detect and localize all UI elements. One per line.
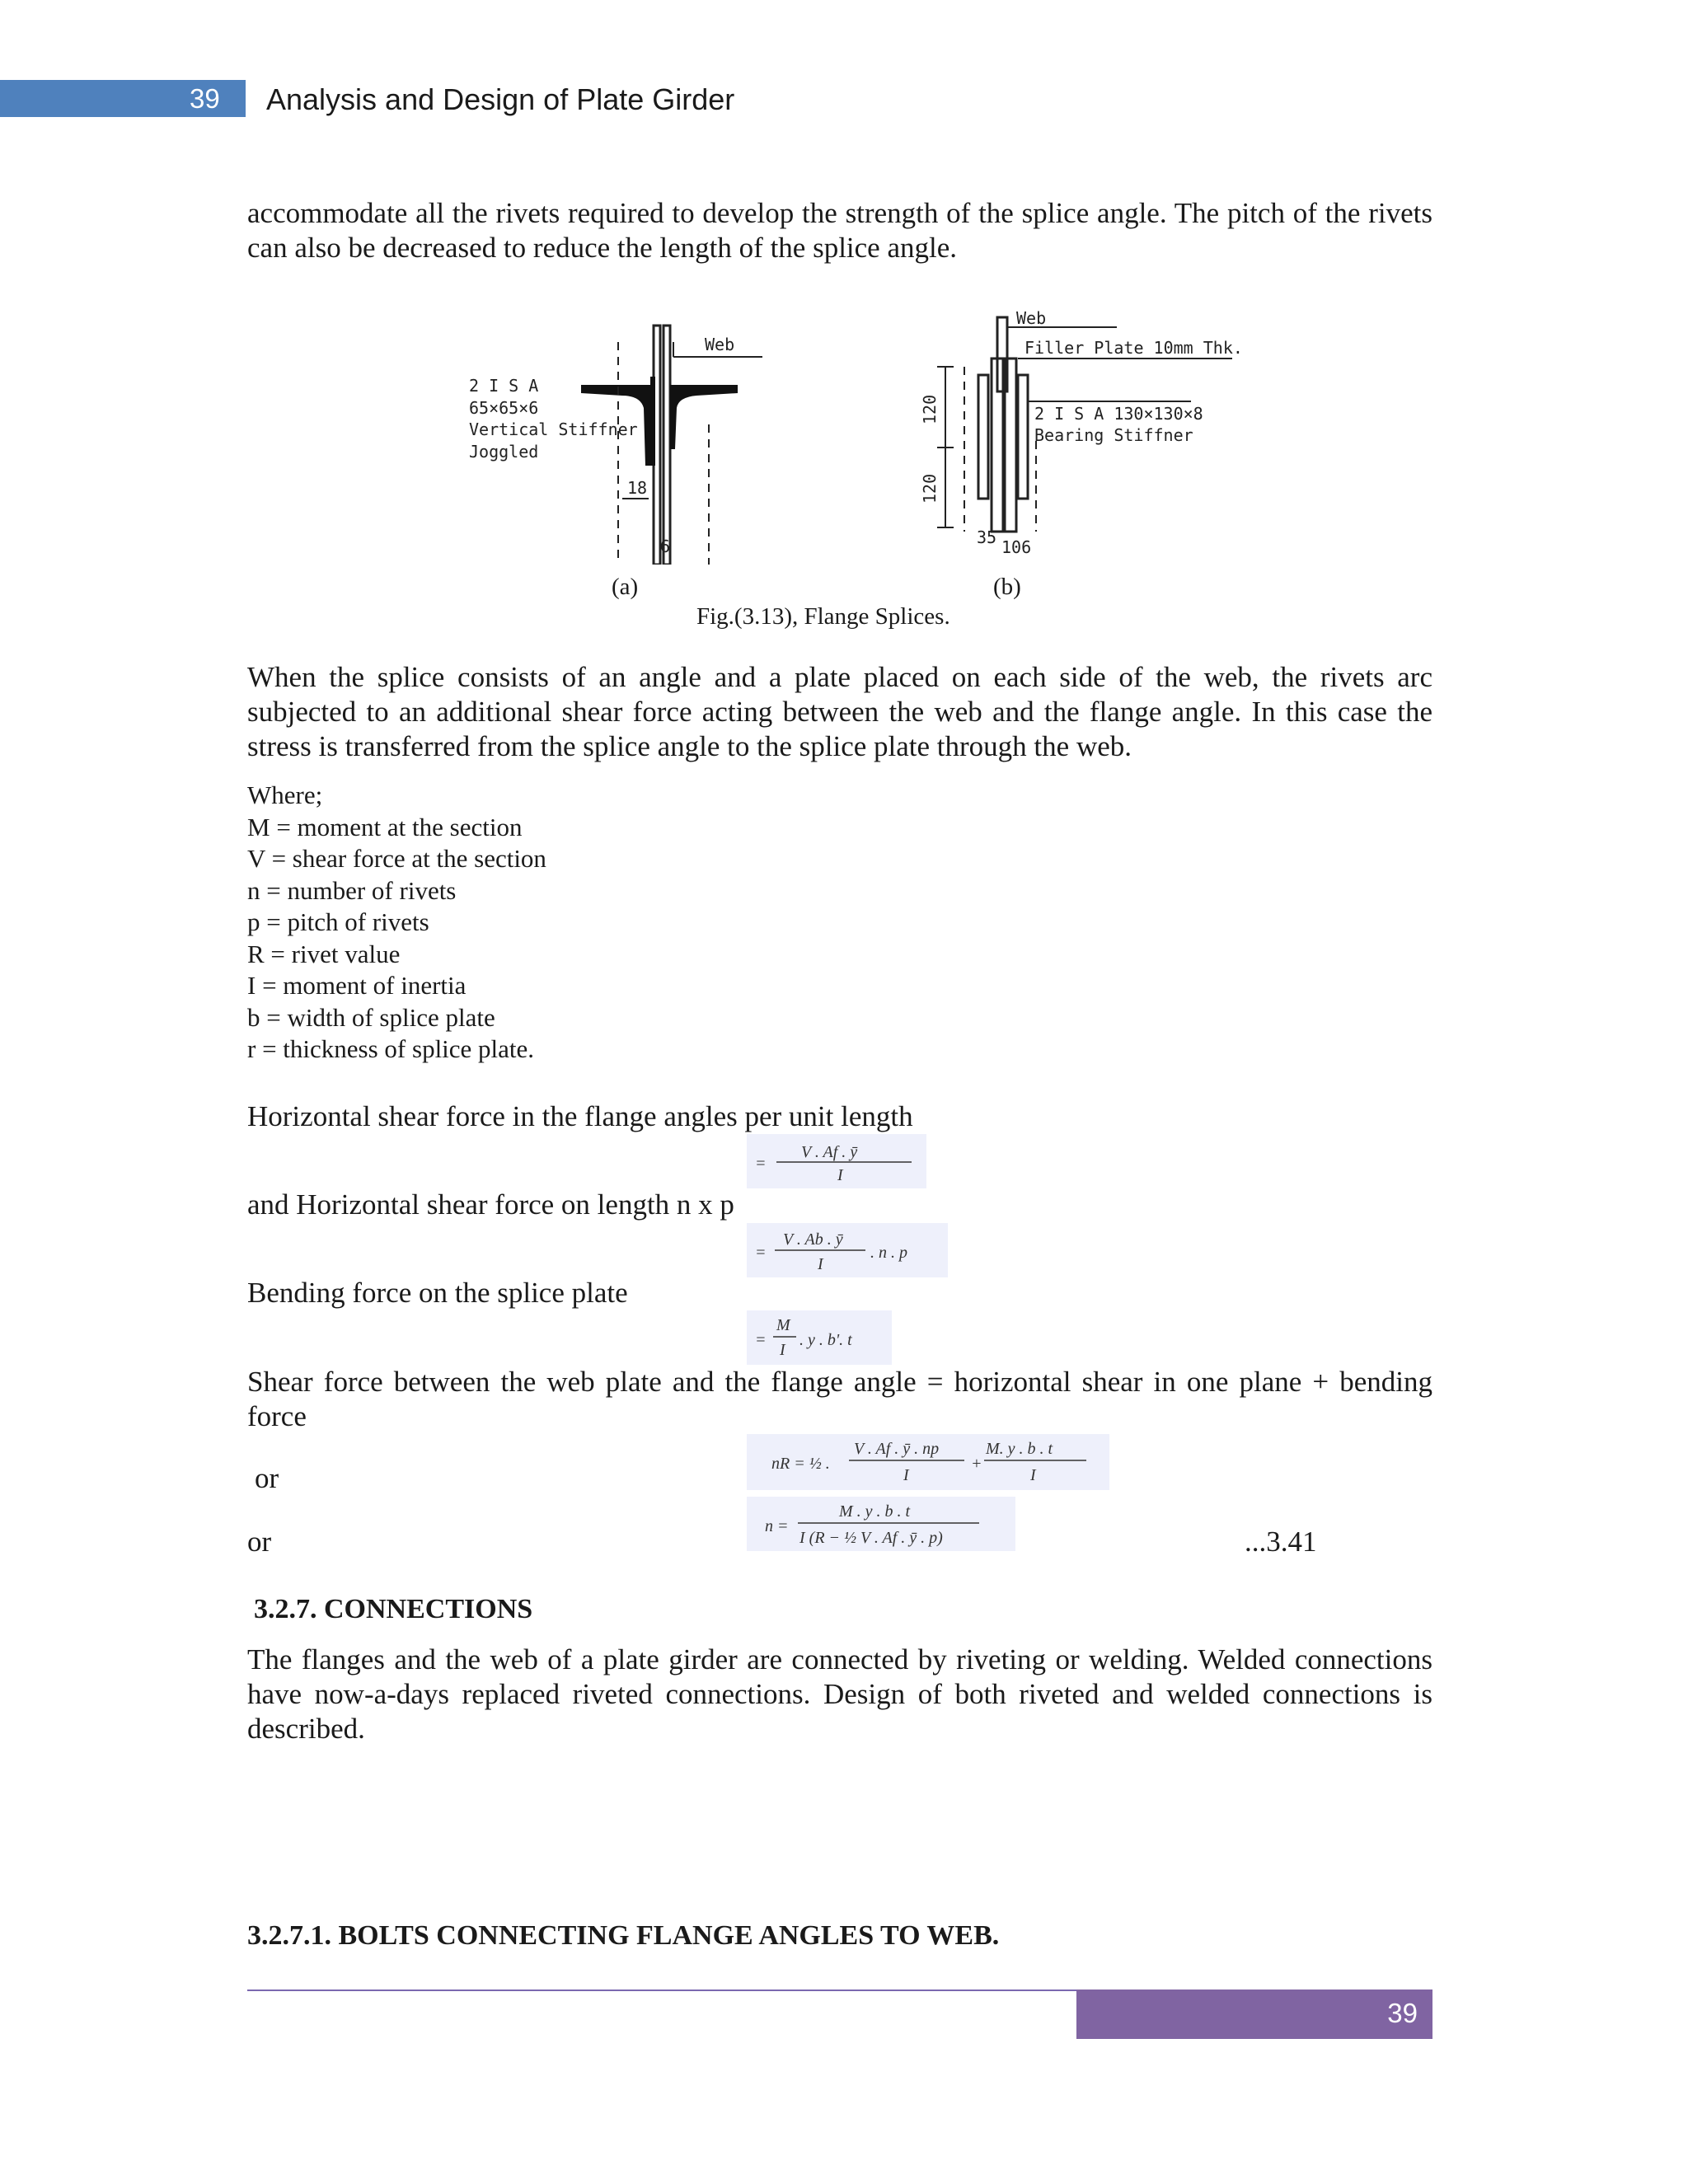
fig-b-label-line1: 2 I S A 130×130×8	[1034, 404, 1203, 424]
svg-text:=: =	[755, 1331, 767, 1349]
eq4-denominator-1: I	[903, 1466, 909, 1484]
fig-a-label-line1: 2 I S A	[469, 376, 539, 396]
list-item: b = width of splice plate	[247, 1002, 495, 1032]
fig-a-dim-6: 6	[660, 537, 671, 556]
eq3-tail: . y . b'. t	[799, 1331, 852, 1349]
or-label-1: or	[255, 1462, 279, 1494]
where-title: Where;	[247, 780, 323, 809]
eq4-numerator-1: V . Af . ȳ . np	[854, 1440, 940, 1458]
eq2-tail: . n . p	[870, 1244, 907, 1262]
figure-a	[457, 317, 787, 565]
paragraph-splice: When the splice consists of an angle and a plate placed on each side of the web, the rivets arc subjected to an additional shear force acting between the web and the flange angle. In this case the stress is transferred from the splice angle to the splice plate through the web.	[247, 661, 1432, 762]
list-item: I = moment of inertia	[247, 971, 467, 1000]
or-label-2: or	[247, 1526, 272, 1558]
list-item: M = moment at the section	[247, 812, 523, 841]
figure-b-label: (b)	[993, 574, 1021, 600]
list-item: r = thickness of splice plate.	[247, 1034, 535, 1063]
equation-3	[747, 1310, 892, 1365]
eq3-denominator: I	[780, 1341, 785, 1359]
paragraph-connections: The flanges and the web of a plate girder are connected by riveting or welding. Welded connections have now-a-days replaced riveted connections. Design of both riveted and welded connections is described.	[247, 1643, 1432, 1745]
eq5-lhs: n =	[765, 1517, 789, 1535]
eq1-denominator: I	[837, 1166, 843, 1184]
fig-b-filler-label: Filler Plate 10mm Thk.	[1025, 338, 1243, 358]
eq2-label: and Horizontal shear force on length n x p	[247, 1188, 734, 1221]
list-item: p = pitch of rivets	[247, 907, 429, 936]
eq5-numerator: M . y . b . t	[839, 1502, 911, 1521]
svg-text:=: =	[755, 1155, 767, 1173]
fig-a-web-label: Web	[705, 335, 735, 354]
eq2-denominator: I	[818, 1255, 823, 1273]
paragraph-intro: accommodate all the rivets required to develop the strength of the splice angle. The pitch of the rivets can also be decreased to reduce the length of the splice angle.	[247, 197, 1432, 264]
eq5-denominator: I (R − ½ V . Af . ȳ . p)	[799, 1529, 943, 1547]
eq3-numerator: M	[776, 1316, 790, 1334]
fig-a-label-line4: Joggled	[469, 442, 539, 462]
footer-page-number: 39	[1387, 1998, 1418, 2028]
list-item: R = rivet value	[247, 939, 401, 968]
fig-b-dim-120-lower: 120	[920, 473, 940, 504]
eq4-denominator-2: I	[1030, 1466, 1036, 1484]
eq2-numerator: V . Ab . ȳ	[783, 1230, 843, 1249]
subsection-heading: 3.2.7.1. BOLTS CONNECTING FLANGE ANGLES TO WEB.	[247, 1920, 1000, 1951]
equation-5	[747, 1497, 1015, 1551]
svg-text:+: +	[971, 1455, 982, 1473]
equation-number: ...3.41	[1245, 1526, 1317, 1558]
eq4-label: Shear force between the web plate and the flange angle = horizontal shear in one plane + bending force	[247, 1366, 1432, 1432]
fig-b-label-line2: Bearing Stiffner	[1034, 425, 1193, 445]
figure-b	[919, 309, 1249, 556]
svg-text:=: =	[755, 1244, 767, 1262]
eq1-numerator: V . Af . ȳ	[801, 1143, 858, 1161]
fig-a-dim-18: 18	[627, 478, 648, 498]
equation-4	[747, 1434, 1109, 1490]
header-page-number: 39	[190, 83, 220, 114]
fig-b-dim-120-upper: 120	[920, 394, 940, 424]
fig-a-label-line3: Vertical Stiffner	[469, 419, 638, 439]
header-title: Analysis and Design of Plate Girder	[266, 82, 735, 116]
list-item: n = number of rivets	[247, 875, 457, 905]
figure-caption: Fig.(3.13), Flange Splices.	[696, 603, 950, 630]
variable-definitions	[247, 780, 546, 1066]
list-item: V = shear force at the section	[247, 844, 546, 873]
section-heading: 3.2.7. CONNECTIONS	[254, 1594, 533, 1624]
fig-a-label-line2: 65×65×6	[469, 398, 539, 418]
eq1-label: Horizontal shear force in the flange angles per unit length	[247, 1100, 913, 1132]
figure-a-label: (a)	[612, 574, 639, 600]
fig-b-web-label: Web	[1016, 309, 1047, 328]
equation-1	[747, 1134, 926, 1188]
eq4-numerator-2: M. y . b . t	[986, 1440, 1053, 1458]
eq3-label: Bending force on the splice plate	[247, 1277, 628, 1309]
fig-b-dim-106: 106	[1001, 537, 1032, 556]
equation-2	[747, 1223, 948, 1277]
eq4-lhs: nR = ½ .	[771, 1455, 830, 1473]
fig-b-dim-35: 35	[977, 527, 997, 547]
